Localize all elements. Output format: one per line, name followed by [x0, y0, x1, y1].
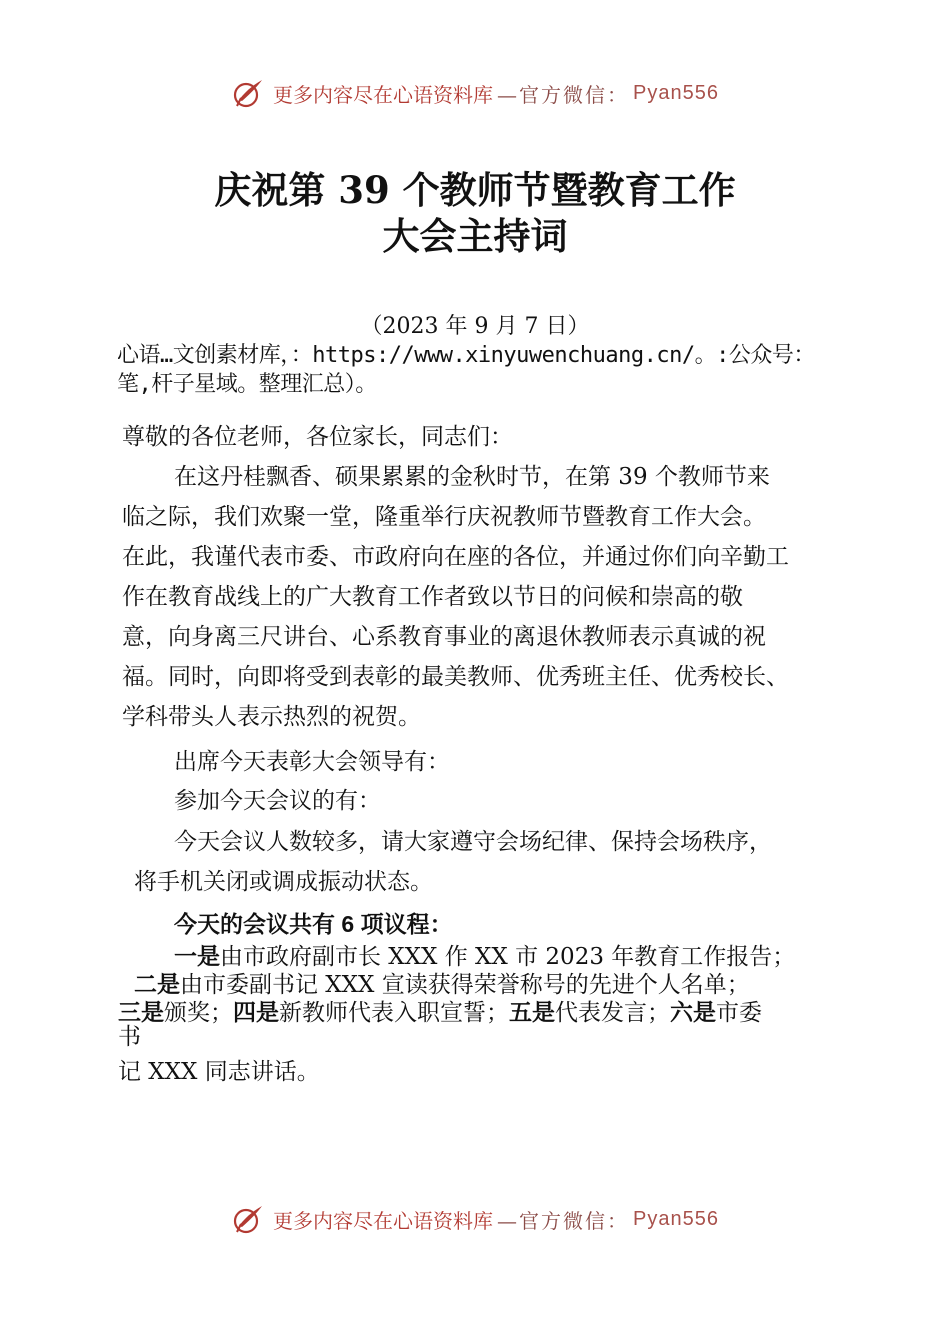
agenda-title: 今天的会议共有 6 项议程：	[174, 911, 453, 937]
document-title-line-2: 大会主持词	[382, 214, 568, 258]
agenda-item-2-text: 由市委副书记 XXX 宣读获得荣誉称号的先进个人名单；	[180, 972, 750, 998]
agenda-item-4-label: 四是	[233, 999, 279, 1025]
paragraph-1-line-1: 在这丹桂飘香、硕果累累的金秋时节，在第 39 个教师节来	[174, 464, 770, 490]
header-watermark-banner	[0, 73, 950, 113]
banner-main-text: 更多内容尽在心语资料库	[273, 1208, 494, 1233]
greeting: 尊敬的各位老师，各位家长，同志们：	[122, 424, 513, 450]
banner-wechat-id: Pyan556	[633, 1207, 719, 1230]
footer-watermark-banner	[0, 1199, 950, 1239]
discipline-line-1: 今天会议人数较多，请大家遵守会场纪律、保持会场秩序，	[174, 829, 772, 855]
document-date: （2023 年 9 月 7 日）	[360, 314, 590, 339]
banner-wechat-id: Pyan556	[633, 81, 719, 104]
attendees-line: 参加今天会议的有：	[174, 788, 381, 814]
agenda-item-2-label: 二是	[134, 971, 180, 997]
source-note: 心语…文创素材库，：https://www.xinyuwenchuang.cn/。:公众号：笔,杆子星域。整理汇总）。	[117, 343, 815, 397]
agenda-item-4-text: 新教师代表入职宣誓；	[279, 1000, 509, 1026]
agenda-line-5: 记 XXX 同志讲话。	[118, 1059, 320, 1085]
document-title-line-1: 庆祝第 39 个教师节暨教育工作	[214, 168, 736, 212]
agenda-item-6-text: 市委	[716, 1000, 762, 1026]
agenda-line-1	[174, 942, 795, 971]
paragraph-1-line-3: 在此，我谨代表市委、市政府向在座的各位，并通过你们向辛勤工	[122, 544, 789, 570]
banner-sub-text: —官方微信：	[497, 82, 630, 107]
banner-main-text: 更多内容尽在心语资料库	[273, 82, 494, 107]
banner-sub-text: —官方微信：	[497, 1208, 630, 1233]
quill-pen-logo-icon	[231, 76, 265, 110]
agenda-item-1-text: 由市政府副市长 XXX 作 XX 市 2023 年教育工作报告；	[220, 944, 796, 970]
paragraph-1-line-6: 福。同时，向即将受到表彰的最美教师、优秀班主任、优秀校长、	[122, 664, 789, 690]
paragraph-1-line-4: 作在教育战线上的广大教育工作者致以节日的问候和崇高的敬	[122, 584, 743, 610]
discipline-line-2: 将手机关闭或调成振动状态。	[134, 869, 433, 895]
paragraph-1-line-2: 临之际，我们欢聚一堂，隆重举行庆祝教师节暨教育工作大会。	[122, 504, 766, 530]
paragraph-1-line-5: 意，向身离三尺讲台、心系教育事业的离退休教师表示真诚的祝	[122, 624, 766, 650]
agenda-item-5-text: 代表发言；	[555, 1000, 670, 1026]
agenda-line-4: 书	[118, 1024, 141, 1050]
agenda-item-6-label: 六是	[670, 999, 716, 1025]
agenda-line-2	[134, 970, 750, 999]
agenda-item-5-label: 五是	[509, 999, 555, 1025]
leaders-line: 出席今天表彰大会领导有：	[174, 749, 450, 775]
quill-pen-logo-icon	[231, 1202, 265, 1236]
agenda-item-1-label: 一是	[174, 943, 220, 969]
agenda-item-3-label: 三是	[118, 999, 164, 1025]
paragraph-1-line-7: 学科带头人表示热烈的祝贺。	[122, 704, 421, 730]
agenda-line-3	[118, 998, 762, 1027]
agenda-item-3-text: 颁奖；	[164, 1000, 233, 1026]
